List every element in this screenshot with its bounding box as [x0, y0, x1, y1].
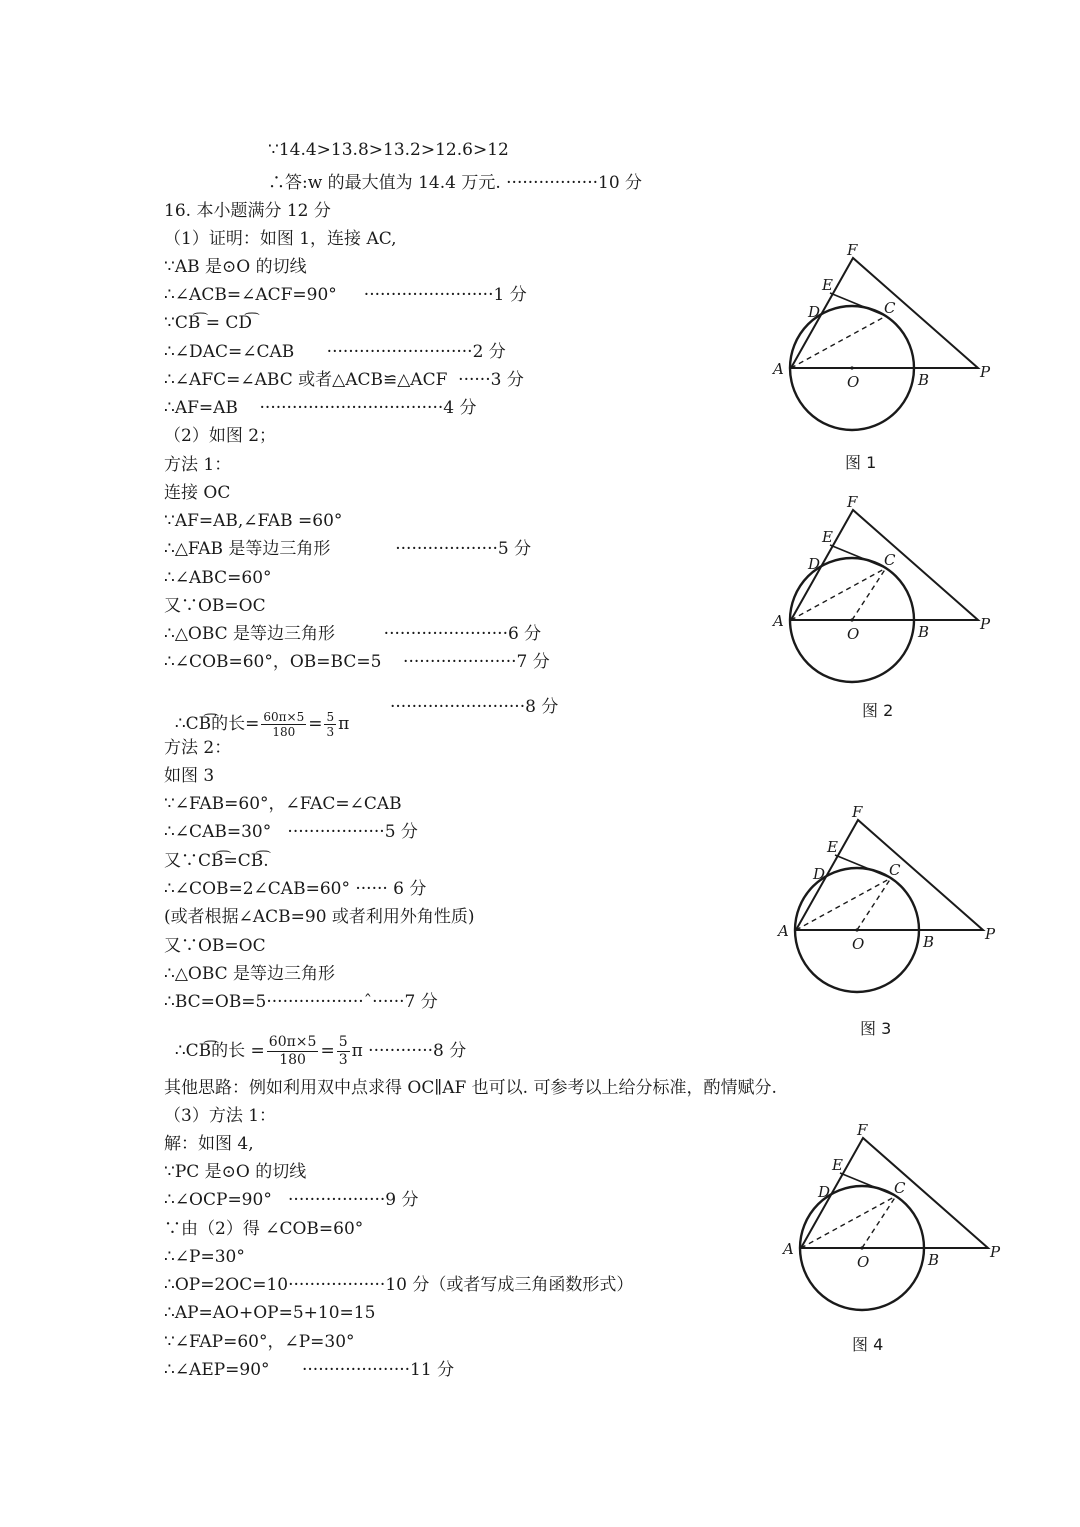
label-o: O	[857, 1253, 870, 1271]
caption-fig4: 图 4	[852, 1335, 884, 1354]
label-e: E	[822, 528, 833, 546]
label-e: E	[832, 1156, 843, 1174]
caption-fig1: 图 1	[845, 453, 877, 472]
label-f: F	[852, 803, 863, 821]
line-cob-60: ∴∠COB=60°，OB=BC=5 ·····················7 分	[164, 652, 550, 672]
label-a: A	[773, 612, 784, 630]
label-d: D	[808, 303, 821, 321]
line-arc-equal: ∵CB͡ = CD͡	[164, 313, 253, 333]
label-o: O	[847, 373, 860, 391]
label-f: F	[847, 493, 858, 511]
line-cab-30: ∴∠CAB=30° ··················5 分	[164, 822, 418, 842]
fraction: $\frac{60\pi\times 5}{180}$	[263, 710, 305, 739]
line-ob-oc: 又∵OB=OC	[164, 596, 266, 616]
label-a: A	[773, 360, 784, 378]
line-part2-start: （2）如图 2；	[164, 426, 277, 446]
caption-fig3: 图 3	[860, 1019, 892, 1038]
line-alt-reason: (或者根据∠ACB=90 或者利用外角性质)	[164, 907, 475, 927]
line-bc-ob-5: ∴BC=OB=5··················ˆ······7 分	[164, 992, 438, 1012]
line-congruent: ∴∠AFC=∠ABC 或者△ACB≌△ACF ······3 分	[164, 370, 524, 390]
label-e: E	[827, 838, 838, 856]
line-abc-60: ∴∠ABC=60°	[164, 568, 272, 588]
line-angle-dac: ∴∠DAC=∠CAB ···························2 分	[164, 342, 506, 362]
line-cob-2cab: ∴∠COB=2∠CAB=60° ······ 6 分	[164, 879, 427, 899]
label-d: D	[808, 555, 821, 573]
line-fig3-ref: 如图 3	[164, 766, 215, 786]
label-f: F	[857, 1121, 868, 1139]
label-b: B	[918, 371, 930, 389]
line-fig4-ref: 解：如图 4,	[164, 1134, 254, 1154]
label-c: C	[884, 299, 896, 317]
label-o: O	[847, 625, 860, 643]
line-equilateral-obc: ∴△OBC 是等边三角形 ·······················6 分	[164, 624, 542, 644]
line-equilateral-obc-2: ∴△OBC 是等边三角形	[164, 964, 336, 984]
label-d: D	[818, 1183, 831, 1201]
line-pc-tangent: ∵PC 是⊙O 的切线	[164, 1162, 307, 1182]
geometry-figure-1	[760, 238, 1000, 438]
label-b: B	[923, 933, 935, 951]
line-method2: 方法 2：	[164, 738, 232, 758]
label-c: C	[889, 861, 901, 879]
label-c: C	[884, 551, 896, 569]
line-op-10: ∴OP=2OC=10··················10 分（或者写成三角函数形式）	[164, 1275, 634, 1295]
label-e: E	[822, 276, 833, 294]
line-cob-60-ref: ∵由（2）得 ∠COB=60°	[164, 1219, 364, 1239]
problem-16-heading: 16. 本小题满分 12 分	[164, 201, 331, 221]
line-af-ab-60: ∵AF=AB,∠FAB =60°	[164, 511, 343, 531]
line-p-30: ∴∠P=30°	[164, 1247, 245, 1267]
line-other-ideas: 其他思路：例如利用双中点求得 OC∥AF 也可以. 可参考以上给分标准，酌情赋分.	[164, 1078, 777, 1098]
line-fap-p: ∵∠FAP=60°，∠P=30°	[164, 1332, 355, 1352]
label-b: B	[928, 1251, 940, 1269]
line-arc-length-2: ∴CB͡的长 = $\frac{60\pi\times 5}{180}$ = $\frac{5}{3}$ π ············8 分	[174, 1034, 467, 1068]
line-inequality: ∵14.4>13.8>13.2>12.6>12	[268, 140, 509, 160]
fraction: $\frac{60\pi\times 5}{180}$	[268, 1034, 317, 1068]
label-p: P	[980, 615, 991, 633]
fraction: $\frac{5}{3}$	[326, 710, 335, 739]
line-aep-90: ∴∠AEP=90° ····················11 分	[164, 1360, 455, 1380]
line-method1: 方法 1：	[164, 455, 232, 475]
label-o: O	[852, 935, 865, 953]
line-ob-oc-2: 又∵OB=OC	[164, 936, 266, 956]
line-arc-length-1: ∴CB͡的长= $\frac{60\pi\times 5}{180}$ = $\frac{5}{3}$ π	[174, 710, 350, 739]
line-answer-max: ∴答:w 的最大值为 14.4 万元. ·················10 分	[268, 173, 643, 193]
label-p: P	[980, 363, 991, 381]
label-a: A	[778, 922, 789, 940]
line-ap-15: ∴AP=AO+OP=5+10=15	[164, 1303, 376, 1323]
geometry-figure-3	[765, 800, 1005, 1000]
label-d: D	[813, 865, 826, 883]
label-f: F	[847, 241, 858, 259]
caption-fig2: 图 2	[862, 701, 894, 720]
label-b: B	[918, 623, 930, 641]
line-connect-oc: 连接 OC	[164, 483, 231, 503]
line-equilateral-fab: ∴△FAB 是等边三角形 ···················5 分	[164, 539, 532, 559]
geometry-figure-2	[760, 490, 1000, 690]
label-c: C	[894, 1179, 906, 1197]
line-part3-method1: （3）方法 1：	[164, 1106, 277, 1126]
label-a: A	[783, 1240, 794, 1258]
line-part1-start: （1）证明：如图 1，连接 AC,	[164, 229, 397, 249]
line-ocp-90: ∴∠OCP=90° ··················9 分	[164, 1190, 419, 1210]
line-arc-cb: 又∵CB͡=CB͡.	[164, 851, 269, 871]
line-af-ab: ∴AF=AB ··································4 分	[164, 398, 477, 418]
score-8-method1: ·························8 分	[390, 697, 559, 717]
label-p: P	[990, 1243, 1001, 1261]
geometry-figure-4	[770, 1118, 1010, 1318]
fraction: $\frac{5}{3}$	[338, 1034, 348, 1068]
line-angle-90: ∴∠ACB=∠ACF=90° ························1 分	[164, 285, 527, 305]
line-fab-fac: ∵∠FAB=60°，∠FAC=∠CAB	[164, 794, 402, 814]
label-p: P	[985, 925, 996, 943]
line-tangent: ∵AB 是⊙O 的切线	[164, 257, 307, 277]
